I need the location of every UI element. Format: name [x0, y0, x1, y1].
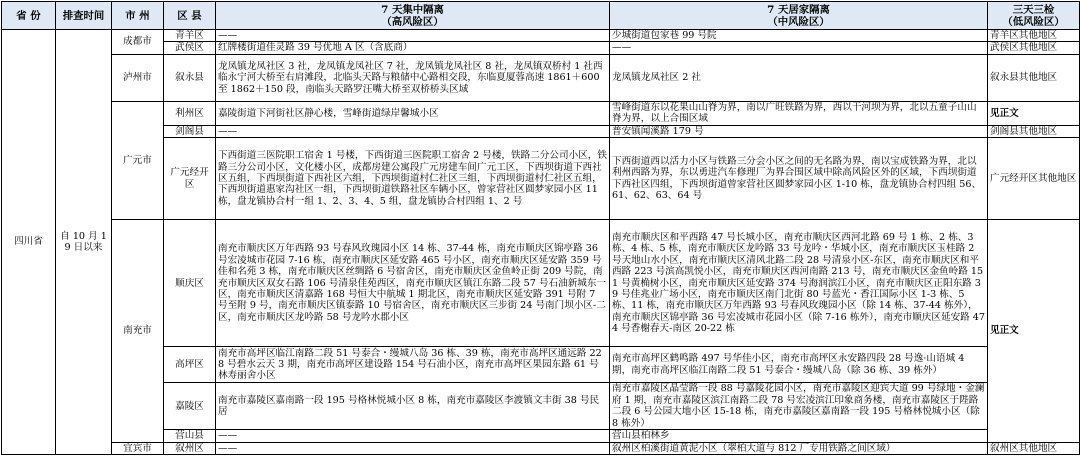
city-yibin: 宜宾市 — [112, 442, 164, 454]
table-row — [2, 101, 1080, 125]
mid-risk-cell: —— — [610, 42, 988, 54]
table-row — [2, 383, 1080, 430]
table-row — [2, 125, 1080, 137]
low-risk-cell: 剑阁县其他地区 — [988, 125, 1080, 137]
high-risk-cell: —— — [216, 125, 610, 137]
district-xuzhou: 叙州区 — [164, 442, 216, 454]
mid-risk-cell: 雪峰街道东以花果山山脊为界，南以广旺铁路为界，西以干河坝为界，北以五童子山山脊为界，以上合围区域 — [610, 101, 988, 125]
mid-risk-cell: 少城街道包家巷 99 号院 — [610, 30, 988, 42]
district-jialing: 嘉陵区 — [164, 383, 216, 430]
mid-risk-cell: 下西街道西以活力小区与铁路三分会小区之间的无名路为界，南以宝成铁路为界，北以利州西路为界，东以勇进汽车修理厂为界合围区域中除高风险区外的区域，下西坝街道下西社区四组，下西坝街道曾家营社区圆梦家园小区 1-10 栋，盘龙镇协合村四组 56、61、62、63、64 号 — [610, 138, 988, 220]
low-risk-cell: 叙州区其他地区 — [988, 442, 1080, 454]
header-date: 排查时间 — [56, 2, 112, 30]
low-risk-cell: 见正文 — [988, 220, 1080, 442]
district-xuyong: 叙永县 — [164, 54, 216, 101]
high-risk-cell: 嘉陵街道下河街社区静心楼，雪峰街道绿岸馨城小区 — [216, 101, 610, 125]
mid-risk-cell: 南充市嘉陵区晶莹路一段 88 号嘉陵花园小区，南充市嘉陵区迎宾大道 99 号绿地・金澜府 1 期，南充市嘉陵区滨江南路二段 78 号宏凌滨江印象商务楼，南充市嘉陵区于陛路二段 6 号公园大地小区 15-18 栋，南充市嘉陵区嘉南路一段 195 号格林悦城小区（除 8 栋外） — [610, 383, 988, 430]
header-low-risk: 三天三检 （低风险区） — [988, 2, 1080, 30]
mid-risk-cell: 龙凤镇龙凤社区 2 社 — [610, 54, 988, 101]
table-row — [2, 442, 1080, 454]
table-row — [2, 30, 1080, 42]
city-chengdu: 成都市 — [112, 30, 164, 55]
district-yingshan: 营山县 — [164, 430, 216, 442]
table-row — [2, 430, 1080, 442]
table-header-row — [2, 2, 1080, 30]
district-gaoping: 高坪区 — [164, 347, 216, 383]
city-guangyuan: 广元市 — [112, 101, 164, 219]
table-row — [2, 220, 1080, 347]
district-wuhou: 武侯区 — [164, 42, 216, 54]
district-lizhou: 利州区 — [164, 101, 216, 125]
low-risk-cell: 叙永县其他地区 — [988, 54, 1080, 101]
province-cell: 四川省 — [2, 30, 56, 455]
header-high-risk: 7 天集中隔离 （高风险区） — [216, 2, 610, 30]
table-row — [2, 42, 1080, 54]
high-risk-cell: —— — [216, 442, 610, 454]
high-risk-cell: —— — [216, 30, 610, 42]
mid-risk-cell: 南充市高坪区鹤鸣路 497 号华佳小区，南充市高坪区永安路四段 28 号逸·山语城 4 期，南充市高坪区临江南路二段 51 号泰合・缦城八岛（除 36 栋、39 栋外） — [610, 347, 988, 383]
city-luzhou: 泸州市 — [112, 54, 164, 101]
district-qingyang: 青羊区 — [164, 30, 216, 42]
district-shunqing: 顺庆区 — [164, 220, 216, 347]
high-risk-cell: 南充市顺庆区万年西路 93 号春风玫瑰园小区 14 栋、37-44 栋，南充市顺庆区锦亭路 36 号宏凌城市花园 7-16 栋，南充市顺庆区延安路 465 号小区，南充市顺庆区延安路 359 号佳和名苑 3 栋，南充市顺庆区丝绸路 6 号宿舍区，南充市顺庆区金鱼岭正街 209 号院，南充市顺庆区双女石路 106 号清泉佳苑西区，南充市顺庆区镇江东路二段 57 号石油新城东一区，南充市顺庆区清嘉路 168 号恒大中航城 1 期北区，南充市顺庆区延安路 391 号附 7 号至附 9 号，南充市顺庆区镇泰路 10 号宿舍区，南充市顺庆区三步街 24 号南门坝小区-二区，南充市顺庆区龙吟路 58 号龙吟水郡小区 — [216, 220, 610, 347]
risk-area-table — [1, 1, 1080, 455]
high-risk-cell: —— — [216, 430, 610, 442]
city-nanchong: 南充市 — [112, 220, 164, 442]
date-cell: 自 10 月 19 日以来 — [56, 30, 112, 455]
table-row — [2, 138, 1080, 220]
mid-risk-cell: 南充市顺庆区和平西路 47 号长城小区，南充市顺庆区西河北路 69 号 1 栋、2 栋、3 栋、4 栋、5 栋，南充市顺庆区龙吟路 33 号龙吟・华城小区，南充市顺庆区玉桂路 2 号天地山水小区，南充市顺庆区清风北路二段 28 号清泉小区-东区，南充市顺庆区和平西路 223 号滨高凯悦小区，南充市顺庆区西河南路 213 号，南充市顺庆区金鱼岭路 151 号黄桷树小区，南充市顺庆区延安路 374 号海润滨江小区，南充市顺庆区正阳东路 39 号佳兆业广场小区，南充市顺庆区南门北街 80 号蓝光・香江国际小区 1-3 栋、5 栋、11 栋，南充市顺庆区万年西路 93 号春风玫瑰园小区（除 14 栋、37-44 栋外），南充市顺庆区锦亭路 36 号宏凌城市花园小区（除 7-16 栋外），南充市顺庆区延安路 474 号香榭春天-南区 20-22 栋 — [610, 220, 988, 347]
low-risk-cell: 见正文 — [988, 101, 1080, 125]
header-city: 市 州 — [112, 2, 164, 30]
high-risk-cell: 红牌楼街道佳灵路 39 号优地 A 区（含底商） — [216, 42, 610, 54]
mid-risk-cell: 叙州区柏溪街道黄泥小区（翠柏大道与 812 厂专用铁路之间区域） — [610, 442, 988, 454]
header-province: 省 份 — [2, 2, 56, 30]
table-row — [2, 54, 1080, 101]
mid-risk-cell: 营山县柏林乡 — [610, 430, 988, 442]
district-guangyuan-dev: 广元经开区 — [164, 138, 216, 220]
high-risk-cell: 南充市高坪区临江南路二段 51 号泰合・缦城八岛 36 栋、39 栋，南充市高坪区通远路 228 号碧水云天 3 期，南充市高坪区建设路 154 号石油小区，南充市高坪区果园东路 61 号林寿丽舍小区 — [216, 347, 610, 383]
high-risk-cell: 龙凤镇龙凤社区 3 社，龙凤镇龙凤社区 7 社，龙凤镇龙凤社区 8 社，龙凤镇双桥村 1 社西临永宁河大桥至右肩滩段，北临头天路与粮储中心路相交段，东临夏厦蓉高速 1861＋600 至 1862＋150 段，南临头天路罗汪嘴大桥至双桥桥头区域 — [216, 54, 610, 101]
low-risk-cell: 武侯区其他地区 — [988, 42, 1080, 54]
high-risk-cell: 南充市嘉陵区嘉南路一段 195 号格林悦城小区 8 栋，南充市嘉陵区李渡镇文丰街 38 号民居 — [216, 383, 610, 430]
high-risk-cell: 下西街道三医院职工宿舍 1 号楼，下西街道三医院职工宿舍 2 号楼，铁路二分公司小区，铁路三分公司小区，文化楼小区，成都房建公寓段广元房建车间广元工区，下西坝街道下西社区五组，下西坝街道下西社区六组，下西坝街道村仁社区三组，下西坝街道村仁社区五组，下西坝街道惠家沟社区一组，下西坝街道铁路社区车辆小区，曾家营社区圆梦家园小区 11 栋，盘龙镇协合村一组 1、2、3、4、5 组，盘龙镇协合村四组 1、2 号 — [216, 138, 610, 220]
header-district: 区 县 — [164, 2, 216, 30]
mid-risk-cell: 普安镇闻溪路 179 号 — [610, 125, 988, 137]
district-jiange: 剑阁县 — [164, 125, 216, 137]
header-mid-risk: 7 天居家隔离 （中风险区） — [610, 2, 988, 30]
table-row — [2, 347, 1080, 383]
low-risk-cell: 广元经开区其他地区 — [988, 138, 1080, 220]
low-risk-cell: 青羊区其他地区 — [988, 30, 1080, 42]
